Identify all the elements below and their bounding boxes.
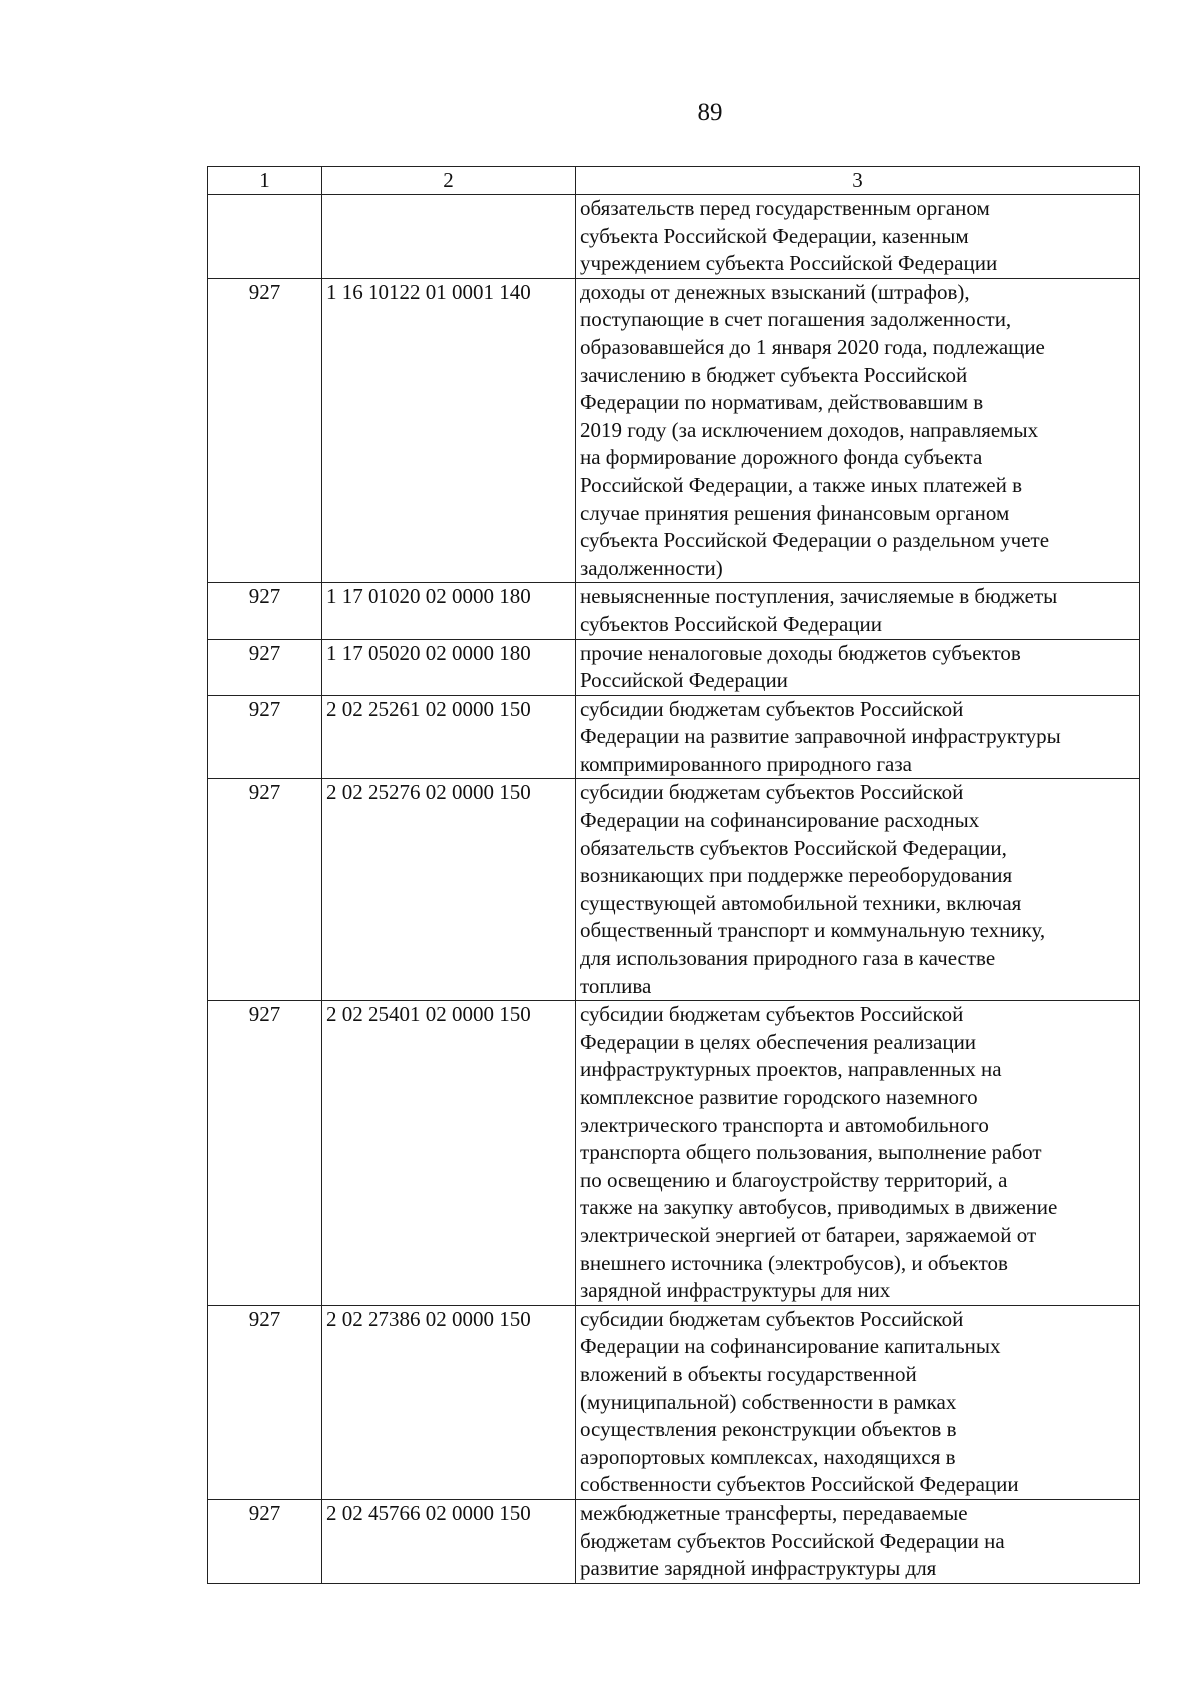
description-line: развитие зарядной инфраструктуры для xyxy=(580,1556,937,1581)
description-line: существующей автомобильной техники, включая xyxy=(580,890,1022,915)
budget-code-cell: 2 02 27386 02 0000 150 xyxy=(322,1305,576,1499)
description-line: электрической энергией от батареи, заряжаемой от xyxy=(580,1222,1037,1247)
table-header-row xyxy=(208,167,1140,195)
description-line: субсидии бюджетам субъектов Российской xyxy=(580,1002,964,1027)
budget-code-cell: 1 17 05020 02 0000 180 xyxy=(322,639,576,695)
budget-code-cell: 2 02 25261 02 0000 150 xyxy=(322,695,576,779)
table-row xyxy=(208,695,1140,779)
description-line: образовавшейся до 1 января 2020 года, подлежащие xyxy=(580,334,1045,359)
table-row xyxy=(208,195,1140,279)
description-cell xyxy=(576,639,1140,695)
description-line: вложений в объекты государственной xyxy=(580,1361,917,1386)
description-line: поступающие в счет погашения задолженности, xyxy=(580,307,1012,332)
description-line: возникающих при поддержке переоборудования xyxy=(580,863,1013,888)
table-body xyxy=(208,195,1140,1584)
description-cell xyxy=(576,1001,1140,1306)
column-header-code: 2 xyxy=(322,167,576,195)
description-cell xyxy=(576,695,1140,779)
budget-code-cell: 2 02 25401 02 0000 150 xyxy=(322,1001,576,1306)
description-line: прочие неналоговые доходы бюджетов субъектов xyxy=(580,640,1021,665)
description-line: обязательств перед государственным органом xyxy=(580,196,990,220)
admin-code-cell: 927 xyxy=(208,1001,322,1306)
admin-code-cell: 927 xyxy=(208,1305,322,1499)
admin-code-cell: 927 xyxy=(208,695,322,779)
description-line: транспорта общего пользования, выполнение работ xyxy=(580,1140,1042,1165)
admin-code-cell: 927 xyxy=(208,583,322,639)
description-line: бюджетам субъектов Российской Федерации на xyxy=(580,1528,1005,1553)
description-cell xyxy=(576,195,1140,279)
description-line: инфраструктурных проектов, направленных на xyxy=(580,1057,1002,1082)
budget-code-cell xyxy=(322,195,576,279)
description-line: Российской Федерации, а также иных платежей в xyxy=(580,472,1023,497)
description-line: доходы от денежных взысканий (штрафов), xyxy=(580,279,970,304)
description-line: для использования природного газа в качестве xyxy=(580,946,996,971)
table-row xyxy=(208,278,1140,583)
description-line: Федерации по нормативам, действовавшим в xyxy=(580,390,984,415)
description-line: зачислению в бюджет субъекта Российской xyxy=(580,362,968,387)
description-line: Федерации на софинансирование расходных xyxy=(580,808,980,833)
description-line: зарядной инфраструктуры для них xyxy=(580,1278,891,1303)
table-row xyxy=(208,1001,1140,1306)
description-line: комплексное развитие городского наземного xyxy=(580,1085,978,1109)
admin-code-cell: 927 xyxy=(208,639,322,695)
table-row xyxy=(208,1499,1140,1583)
description-line: субсидии бюджетам субъектов Российской xyxy=(580,1306,964,1331)
budget-code-cell: 2 02 25276 02 0000 150 xyxy=(322,779,576,1001)
description-cell xyxy=(576,278,1140,583)
description-cell xyxy=(576,779,1140,1001)
budget-code-cell: 2 02 45766 02 0000 150 xyxy=(322,1499,576,1583)
description-line: собственности субъектов Российской Федерации xyxy=(580,1472,1019,1497)
description-line: Российской Федерации xyxy=(580,668,788,693)
description-line: (муниципальной) собственности в рамках xyxy=(580,1389,957,1414)
description-cell xyxy=(576,1499,1140,1583)
description-line: случае принятия решения финансовым органом xyxy=(580,500,1010,525)
column-header-admin: 1 xyxy=(208,167,322,195)
description-line: субъекта Российской Федерации о раздельном учете xyxy=(580,528,1050,553)
description-line: межбюджетные трансферты, передаваемые xyxy=(580,1500,968,1525)
description-line: компримированного природного газа xyxy=(580,751,912,776)
description-line: субъекта Российской Федерации, казенным xyxy=(580,223,969,248)
column-header-description: 3 xyxy=(576,167,1140,195)
admin-code-cell: 927 xyxy=(208,1499,322,1583)
table-row xyxy=(208,1305,1140,1499)
description-line: субъектов Российской Федерации xyxy=(580,611,883,636)
budget-revenue-table xyxy=(207,166,1140,1584)
description-line: субсидии бюджетам субъектов Российской xyxy=(580,780,964,805)
description-line: внешнего источника (электробусов), и объектов xyxy=(580,1250,1008,1275)
description-line: невыясненные поступления, зачисляемые в бюджеты xyxy=(580,584,1058,609)
admin-code-cell: 927 xyxy=(208,278,322,583)
page-number: 89 xyxy=(697,99,723,126)
admin-code-cell xyxy=(208,195,322,279)
description-cell xyxy=(576,1305,1140,1499)
description-line: обязательств субъектов Российской Федерации, xyxy=(580,835,1007,860)
description-line: Федерации в целях обеспечения реализации xyxy=(580,1029,977,1054)
description-line: электрического транспорта и автомобильного xyxy=(580,1112,989,1137)
budget-code-cell: 1 16 10122 01 0001 140 xyxy=(322,278,576,583)
table-row xyxy=(208,583,1140,639)
description-line: 2019 году (за исключением доходов, направляемых xyxy=(580,417,1039,442)
description-line: аэропортовых комплексах, находящихся в xyxy=(580,1444,956,1469)
description-line: Федерации на софинансирование капитальных xyxy=(580,1334,1001,1359)
budget-code-cell: 1 17 01020 02 0000 180 xyxy=(322,583,576,639)
description-line: Федерации на развитие заправочной инфраструктуры xyxy=(580,724,1061,749)
table-row xyxy=(208,639,1140,695)
table-row xyxy=(208,779,1140,1001)
description-line: по освещению и благоустройству территорий, а xyxy=(580,1167,1008,1192)
description-line: топлива xyxy=(580,973,652,998)
description-line: задолженности) xyxy=(580,555,723,580)
description-line: общественный транспорт и коммунальную технику, xyxy=(580,918,1046,943)
description-line: осуществления реконструкции объектов в xyxy=(580,1417,957,1442)
admin-code-cell: 927 xyxy=(208,779,322,1001)
description-cell xyxy=(576,583,1140,639)
description-line: субсидии бюджетам субъектов Российской xyxy=(580,696,964,721)
description-line: учреждением субъекта Российской Федерации xyxy=(580,251,998,276)
description-line: также на закупку автобусов, приводимых в движение xyxy=(580,1195,1058,1220)
description-line: на формирование дорожного фонда субъекта xyxy=(580,445,983,470)
